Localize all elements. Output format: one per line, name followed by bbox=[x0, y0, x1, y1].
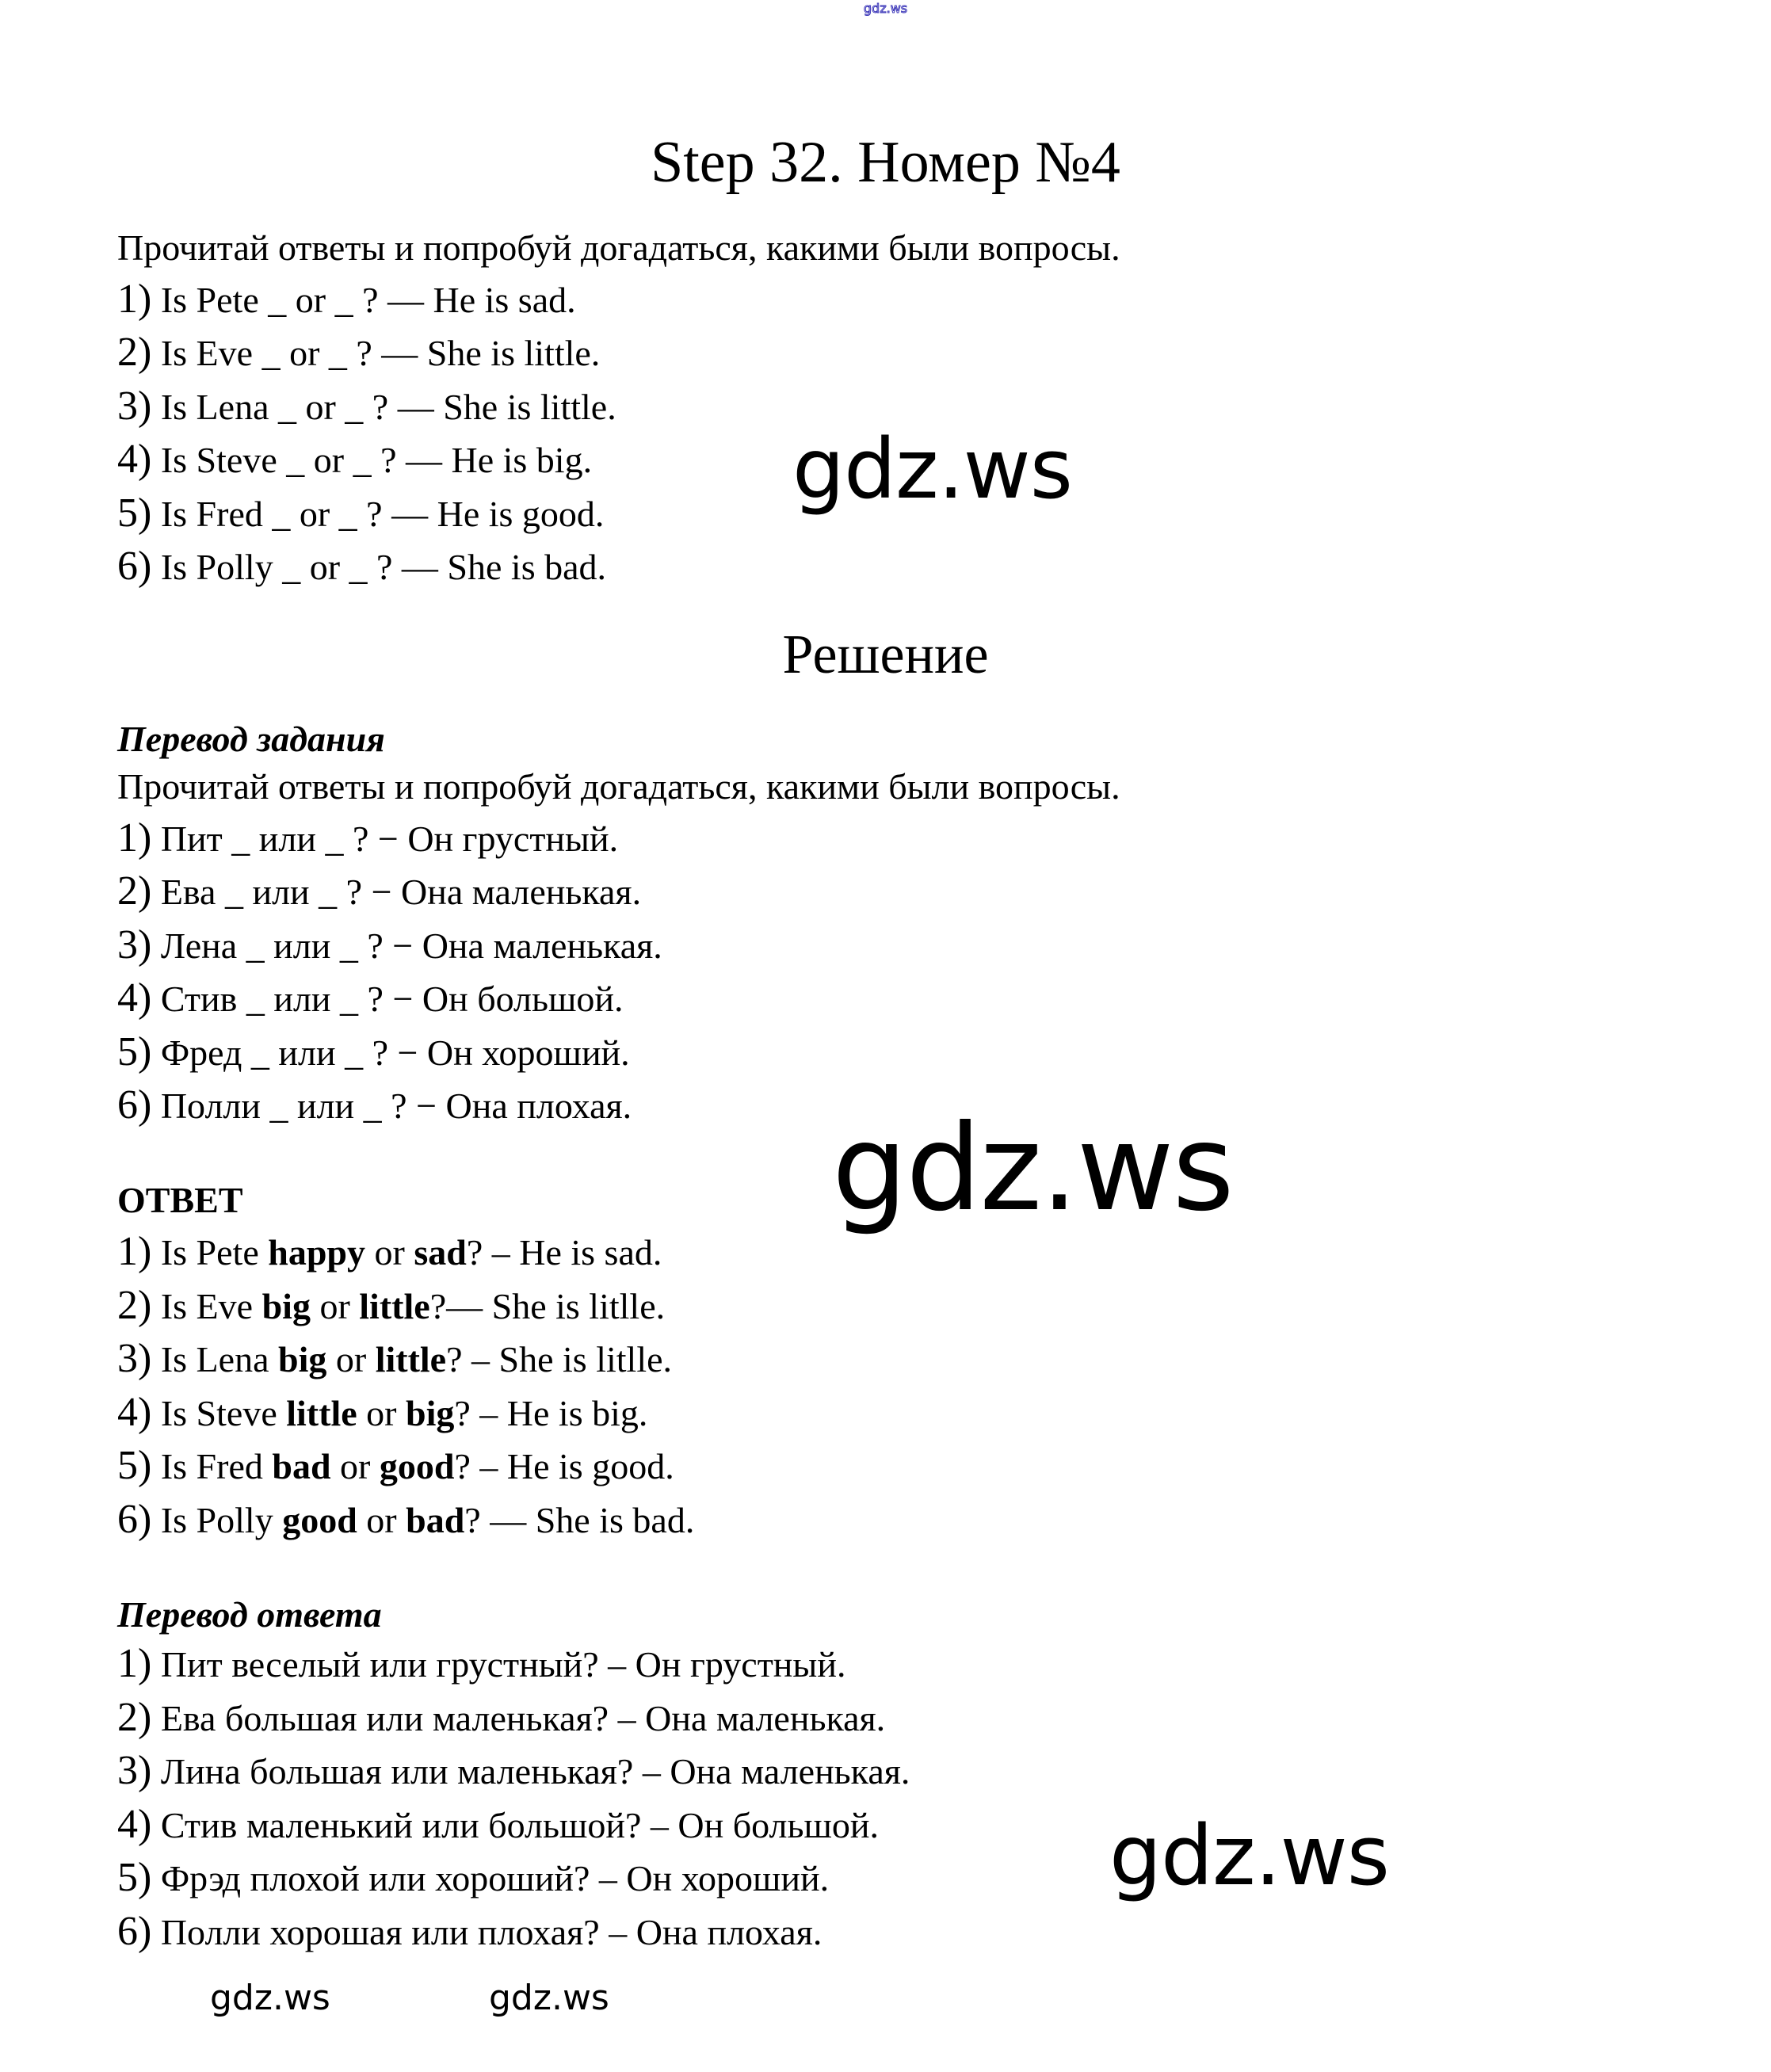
task-item bbox=[117, 491, 604, 536]
answer-item bbox=[117, 1444, 674, 1489]
item-text: Стив _ или _ ? − Он большой. bbox=[151, 979, 624, 1019]
item-text: Is Eve _ or _ ? — She is little. bbox=[151, 333, 601, 373]
item-text: Лена _ или _ ? − Она маленькая. bbox=[151, 925, 662, 966]
item-text: Фред _ или _ ? − Он хороший. bbox=[151, 1032, 630, 1073]
answer-item bbox=[117, 1391, 647, 1436]
item-text: Ева большая или маленькая? – Она маленькая. bbox=[151, 1698, 886, 1738]
answer-text: or bbox=[330, 1446, 380, 1486]
task-item bbox=[117, 330, 600, 376]
answer-text: ? – He is good. bbox=[454, 1446, 674, 1486]
answer-word: big bbox=[405, 1393, 455, 1433]
item-number: 4) bbox=[117, 437, 152, 482]
item-text: Пит веселый или грустный? – Он грустный. bbox=[151, 1644, 846, 1685]
answer-text: Is Pete bbox=[151, 1232, 269, 1273]
item-text: Ева _ или _ ? − Она маленькая. bbox=[151, 872, 642, 912]
item-text: Стив маленький или большой? – Он большой. bbox=[151, 1805, 879, 1845]
answer-text: Is Lena bbox=[151, 1339, 278, 1379]
answer-translation-item bbox=[117, 1856, 829, 1901]
item-number: 4) bbox=[117, 1390, 152, 1435]
item-number: 1) bbox=[117, 1641, 152, 1686]
answer-word: bad bbox=[406, 1500, 465, 1540]
item-number: 2) bbox=[117, 1283, 152, 1328]
answer-text: ? — She is bad. bbox=[464, 1500, 695, 1540]
task-instruction: Прочитай ответы и попробуй догадаться, какими были вопросы. bbox=[117, 227, 1120, 268]
answer-translation-item bbox=[117, 1749, 910, 1794]
item-text: Is Steve _ or _ ? — He is big. bbox=[151, 440, 593, 480]
answer-text: ? – He is big. bbox=[454, 1393, 648, 1433]
item-number: 2) bbox=[117, 330, 152, 375]
item-number: 6) bbox=[117, 1909, 152, 1954]
item-number: 4) bbox=[117, 1802, 152, 1847]
answer-text: or bbox=[357, 1500, 406, 1540]
item-text: Пит _ или _ ? − Он грустный. bbox=[151, 818, 619, 859]
item-number: 2) bbox=[117, 1695, 152, 1740]
item-number: 4) bbox=[117, 975, 152, 1021]
answer-item bbox=[117, 1230, 662, 1275]
answer-text: Is Polly bbox=[151, 1500, 283, 1540]
answer-text: Is Eve bbox=[151, 1286, 262, 1326]
item-number: 6) bbox=[117, 1082, 152, 1128]
answer-word: little bbox=[359, 1286, 430, 1326]
translation-item bbox=[117, 869, 641, 914]
item-text: Фрэд плохой или хороший? – Он хороший. bbox=[151, 1858, 830, 1898]
item-text: Полли хорошая или плохая? – Она плохая. bbox=[151, 1912, 823, 1952]
answer-text: ? – He is sad. bbox=[466, 1232, 662, 1273]
answer-text: ? – She is litlle. bbox=[446, 1339, 673, 1379]
translation-item bbox=[117, 1030, 630, 1075]
item-number: 1) bbox=[117, 1229, 152, 1274]
item-text: Is Pete _ or _ ? — He is sad. bbox=[151, 280, 576, 320]
item-number: 5) bbox=[117, 1443, 152, 1488]
answer-text: or bbox=[365, 1232, 414, 1273]
watermark-logo: gdz.ws bbox=[792, 421, 1072, 517]
item-number: 5) bbox=[117, 490, 152, 536]
answer-word: little bbox=[286, 1393, 357, 1433]
answer-translation-item bbox=[117, 1642, 845, 1687]
watermark-top: gdz.ws bbox=[863, 1, 908, 16]
answer-word: good bbox=[282, 1500, 357, 1540]
item-text: Is Lena _ or _ ? — She is little. bbox=[151, 387, 616, 427]
answer-item bbox=[117, 1284, 665, 1329]
translation-item bbox=[117, 976, 624, 1021]
answer-item bbox=[117, 1498, 694, 1543]
answer-text: or bbox=[310, 1286, 360, 1326]
item-text: Лина большая или маленькая? – Она маленькая. bbox=[151, 1751, 910, 1792]
item-number: 3) bbox=[117, 922, 152, 967]
answer-word: bad bbox=[272, 1446, 331, 1486]
watermark-small: gdz.ws bbox=[489, 1978, 609, 2018]
answer-text: Is Fred bbox=[151, 1446, 273, 1486]
answer-text: Is Steve bbox=[151, 1393, 287, 1433]
item-number: 6) bbox=[117, 1497, 152, 1542]
answer-word: big bbox=[277, 1339, 327, 1379]
answer-text: or bbox=[326, 1339, 376, 1379]
answer-translation-item bbox=[117, 1696, 885, 1741]
answer-item bbox=[117, 1337, 672, 1382]
task-item bbox=[117, 544, 606, 590]
answer-text: or bbox=[357, 1393, 406, 1433]
task-translation-heading: Перевод задания bbox=[117, 719, 385, 759]
answer-translation-heading: Перевод ответа bbox=[117, 1594, 382, 1635]
item-number: 5) bbox=[117, 1029, 152, 1074]
item-number: 6) bbox=[117, 544, 152, 589]
watermark-logo: gdz.ws bbox=[1109, 1807, 1389, 1904]
answer-word: big bbox=[261, 1286, 311, 1326]
item-number: 2) bbox=[117, 868, 152, 914]
watermark-small: gdz.ws bbox=[210, 1978, 330, 2018]
answer-word: happy bbox=[268, 1232, 365, 1273]
item-number: 3) bbox=[117, 1336, 152, 1381]
page-title: Step 32. Номер №4 bbox=[651, 130, 1120, 195]
translation-item bbox=[117, 1083, 632, 1128]
task-item bbox=[117, 384, 616, 429]
translation-item bbox=[117, 923, 662, 968]
item-number: 3) bbox=[117, 383, 152, 429]
item-number: 3) bbox=[117, 1748, 152, 1793]
task-item bbox=[117, 277, 576, 322]
answer-translation-item bbox=[117, 1910, 822, 1955]
answer-word: sad bbox=[414, 1232, 467, 1273]
item-number: 1) bbox=[117, 277, 152, 322]
task-item bbox=[117, 437, 592, 483]
item-number: 5) bbox=[117, 1855, 152, 1900]
answer-translation-item bbox=[117, 1803, 879, 1848]
answer-word: good bbox=[379, 1446, 455, 1486]
answer-heading: ОТВЕТ bbox=[117, 1180, 243, 1220]
item-number: 1) bbox=[117, 815, 152, 860]
answer-word: little bbox=[375, 1339, 447, 1379]
answer-text: ?— She is litlle. bbox=[429, 1286, 666, 1326]
item-text: Is Fred _ or _ ? — He is good. bbox=[151, 494, 605, 534]
watermark-logo: gdz.ws bbox=[832, 1100, 1233, 1238]
task-translation-instruction: Прочитай ответы и попробуй догадаться, какими были вопросы. bbox=[117, 766, 1120, 807]
solution-heading: Решение bbox=[782, 624, 989, 685]
item-text: Is Polly _ or _ ? — She is bad. bbox=[151, 547, 607, 587]
translation-item bbox=[117, 816, 618, 861]
item-text: Полли _ или _ ? − Она плохая. bbox=[151, 1086, 632, 1126]
